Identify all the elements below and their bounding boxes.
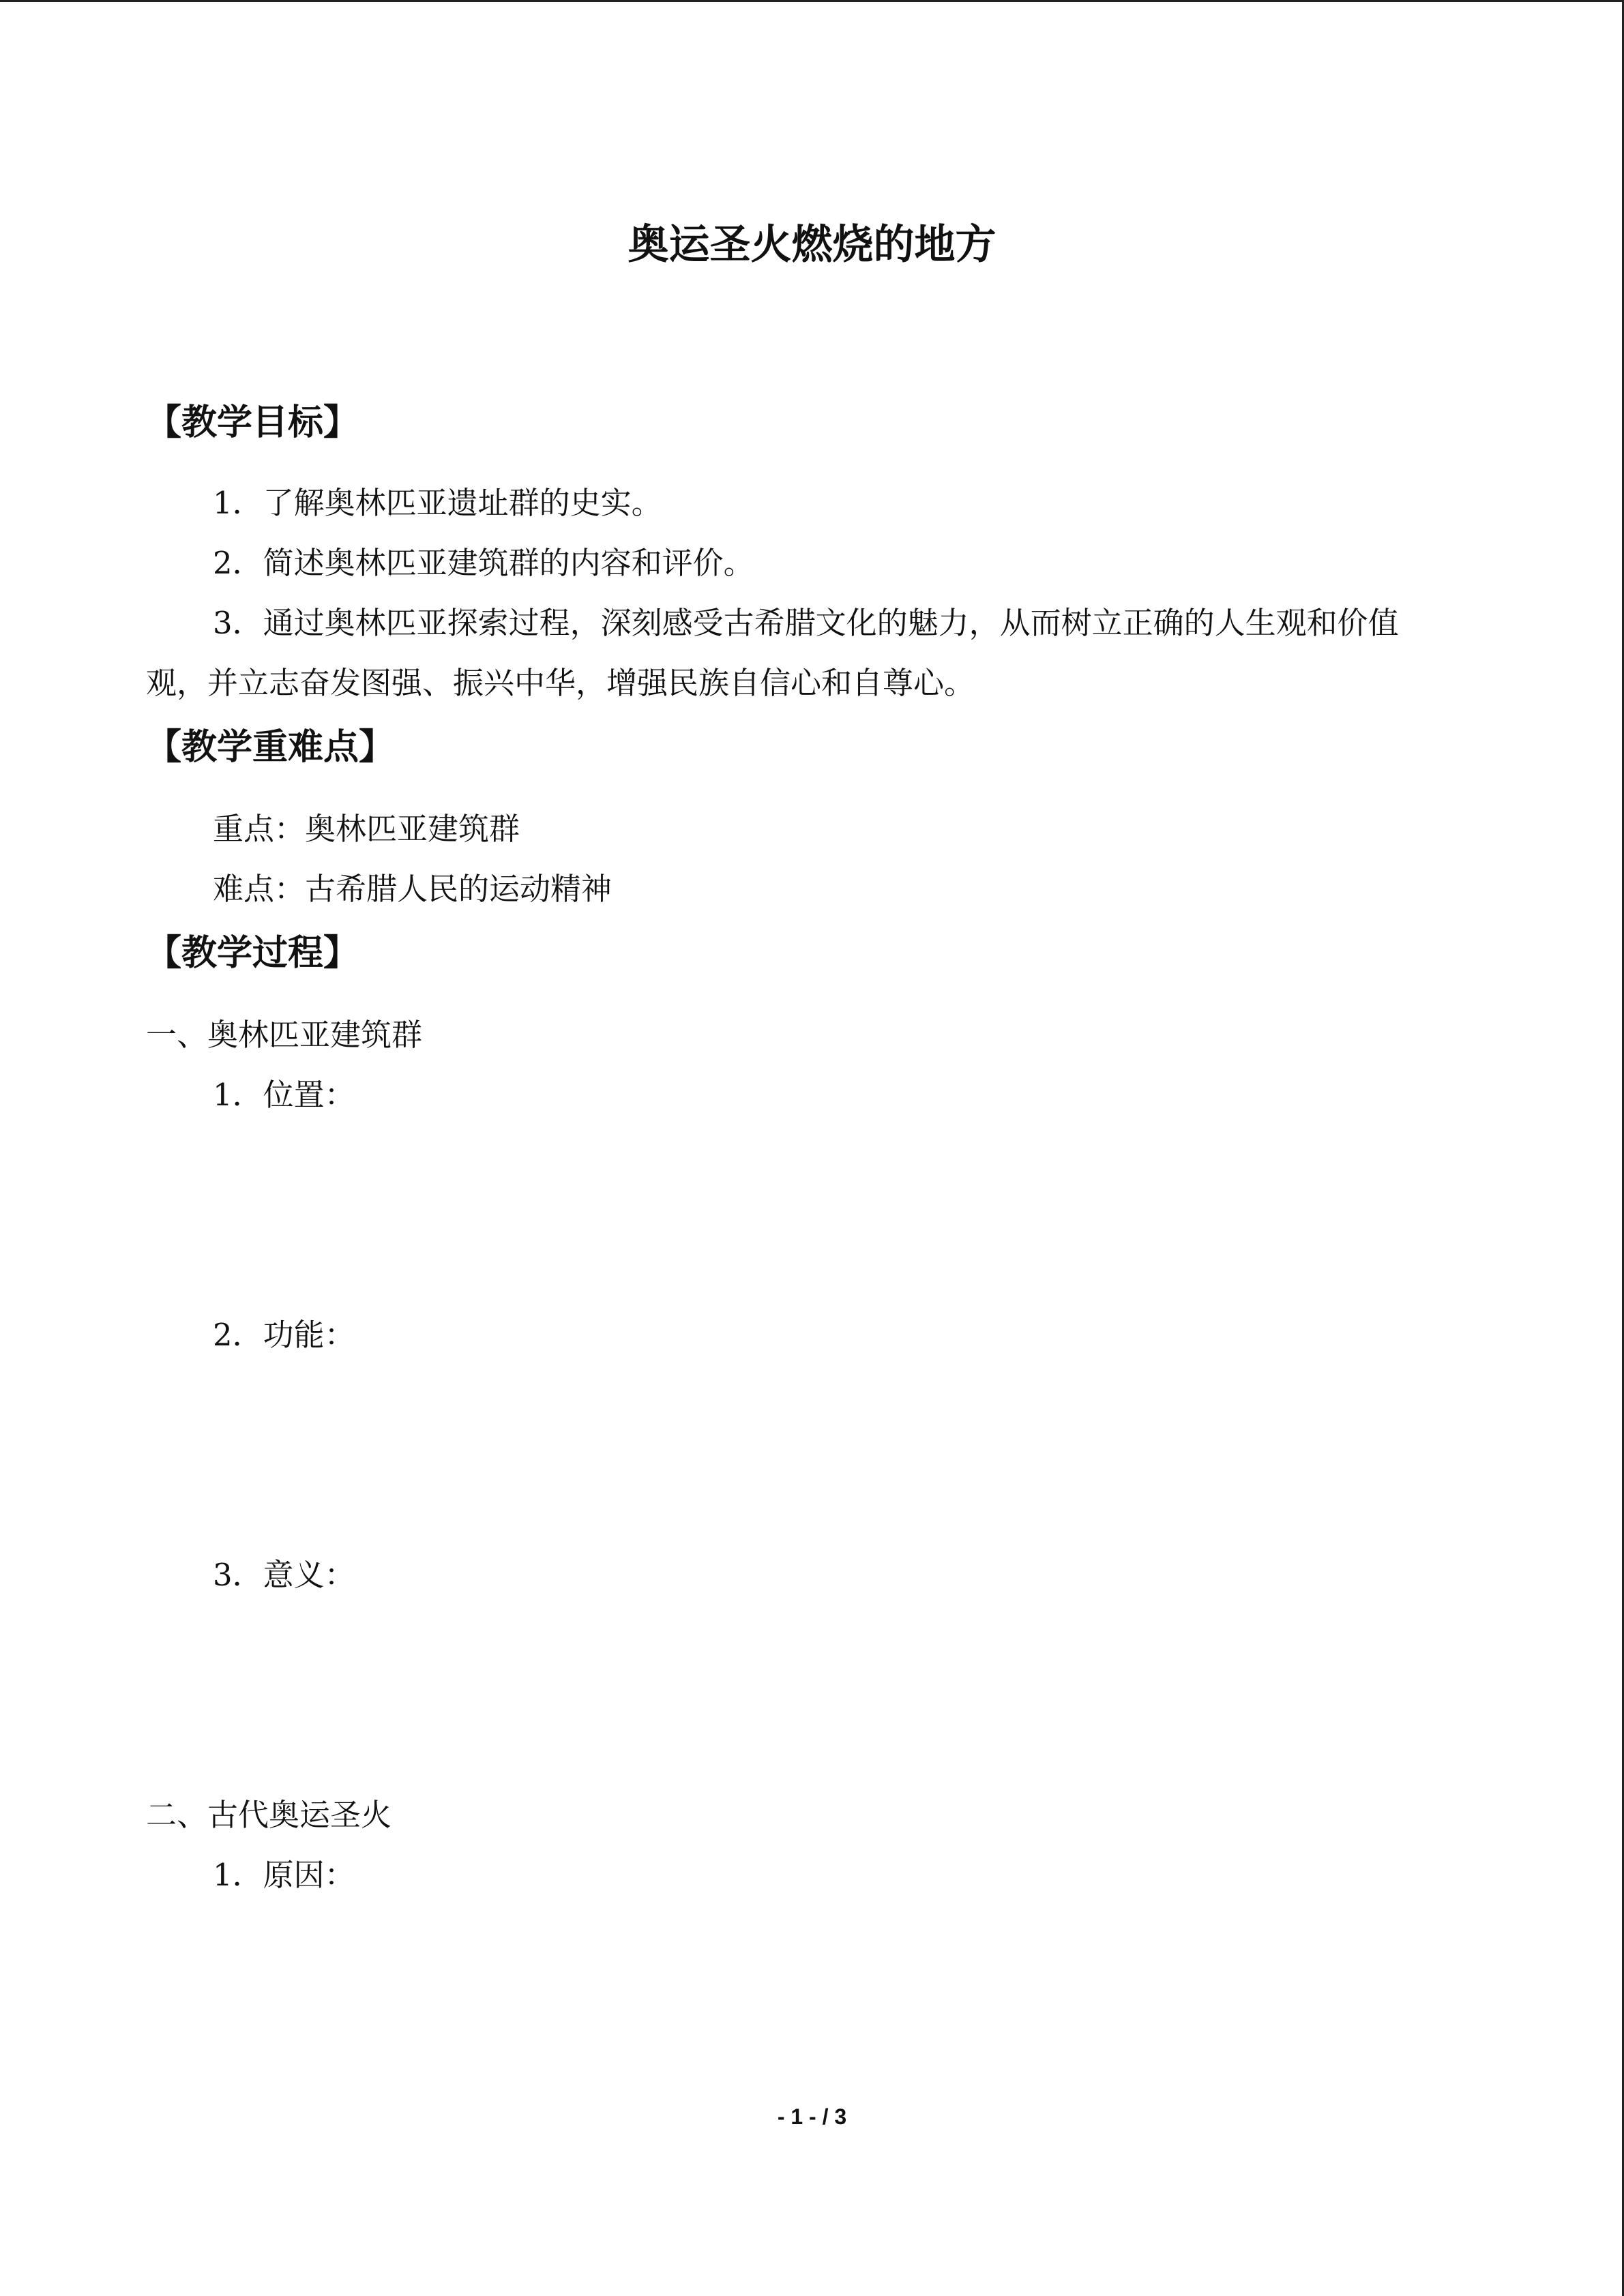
part1-item-function: 2．功能： xyxy=(213,1317,355,1353)
page-number: - 1 - / 3 xyxy=(777,2104,847,2129)
objective-item-3: 3．通过奥林匹亚探索过程，深刻感受古希腊文化的魅力，从而树立正确的人生观和价值 xyxy=(213,605,1399,641)
part1-item-location: 1．位置： xyxy=(213,1077,355,1113)
objective-item-3-continued: 观，并立志奋发图强、振兴中华，增强民族自信心和自尊心。 xyxy=(146,665,975,701)
process-heading: 【教学过程】 xyxy=(146,933,359,974)
process-part2-title: 二、古代奥运圣火 xyxy=(146,1797,392,1833)
objective-item-2: 2．简述奥林匹亚建筑群的内容和评价。 xyxy=(213,545,754,581)
part2-item-reason: 1．原因： xyxy=(213,1857,355,1893)
process-part1-title: 一、奥林匹亚建筑群 xyxy=(146,1017,423,1053)
key-point-difficulty: 难点：古希腊人民的运动精神 xyxy=(213,871,612,907)
key-points-heading: 【教学重难点】 xyxy=(146,727,395,768)
objectives-heading: 【教学目标】 xyxy=(146,402,359,443)
objective-item-1: 1．了解奥林匹亚遗址群的史实。 xyxy=(213,485,662,521)
document-title: 奥运圣火燃烧的地方 xyxy=(628,221,996,269)
key-point-focus: 重点：奥林匹亚建筑群 xyxy=(213,811,520,847)
part1-item-significance: 3．意义： xyxy=(213,1557,355,1593)
